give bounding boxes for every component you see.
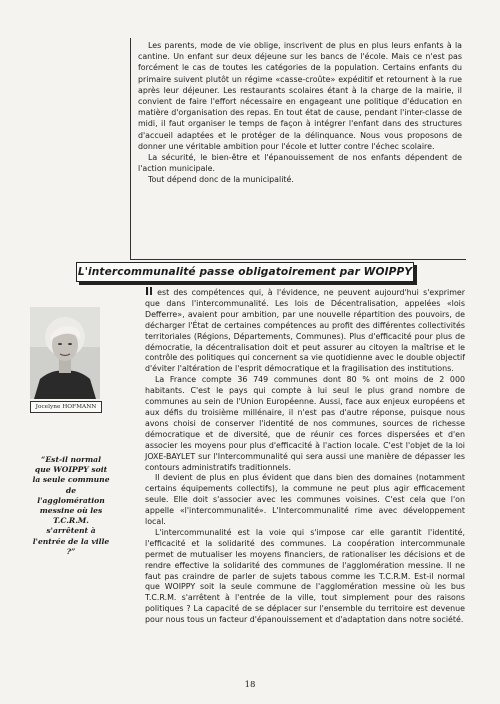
school-canteen-text — [138, 40, 462, 186]
photo-caption: Jocelyne HOFMANN — [30, 401, 102, 413]
section-title-box — [76, 262, 414, 282]
portrait-photo — [30, 307, 100, 399]
paragraph: Il devient de plus en plus évident que dans bien des domaines (notamment certains équipements collectifs), la commune ne peut plus agir efficacement seule. Elle doit s'associer avec les communes voisines. C'est cela que l'on appelle «l'intercommunalité». L'Intercommunalité rime avec développement local. — [145, 473, 465, 527]
paragraph-text: est des compétences qui, à l'évidence, ne peuvent aujourd'hui s'exprimer que dans l'intercommunalité. Les lois de Décentralisation, appelées «lois Defferre», avaient pour ambition, par une nouvelle répartition des pouvoirs, de décharger l'État de certaines compétences au profit des différentes collectivités territoriales (Régions, Départements, Communes). Plus d'efficacité pour plus de démocratie, la décentralisation doit et peut assurer au citoyen la maîtrise et le contrôle des politiques qui concernent sa vie quotidienne avec le double objectif d'éviter l'altération de l'esprit démocratique et la fragilisation des institutions. — [145, 288, 465, 374]
paragraph: L'intercommunalité est la voie qui s'impose car elle garantit l'identité, l'efficacité et la solidarité des communes. La coopération intercommunale permet de mutualiser les moyens financiers, de rationaliser les décisions et de rendre effective la solidarité des communes de l'agglomération messine. Il ne faut pas craindre de parler de sujets tabous comme les T.C.R.M. Est-il normal que WOIPPY soit la seule commune de l'agglomération messine où les bus T.C.R.M. s'arrêtent à l'entrée de la ville, tout simplement pour des raisons politiques ? La capacité de se déplacer sur l'ensemble du territoire est devenue pour nous tous un facteur d'épanouissement et d'adaptation dans notre société. — [145, 527, 465, 625]
page-number: 18 — [244, 680, 256, 690]
pull-quote: “Est-il normal que WOIPPY soit la seule commune de l'agglomération messine où les T.C.R.M. s'arrêtent à l'entrée de la ville ?” — [32, 455, 110, 556]
vertical-rule — [130, 38, 131, 260]
section-title: L'intercommunalité passe obligatoirement par WOIPPY — [77, 266, 413, 278]
paragraph: Tout dépend donc de la municipalité. — [148, 175, 294, 185]
horizontal-rule — [130, 259, 466, 260]
drop-cap: Il — [145, 285, 153, 298]
intercommunality-article — [145, 287, 465, 626]
paragraph: La France compte 36 749 communes dont 80 % ont moins de 2 000 habitants. C'est le pays qui compte à lui seul le plus grand nombre de communes au sein de l'Union Européenne. Aussi, face aux enjeux européens et aux défis du troisième millénaire, il n'est pas d'autre réponse, puisque nous avons choisi de conserver l'identité de nos communes, sources de richesse démocratique et de diversité, que de réunir ces forces dispersées et d'en associer les moyens pour plus d'efficacité à l'action locale. C'est l'objet de la loi JOXE-BAYLET sur l'Intercommunalité qui sera aussi une manière de dépasser les contours administratifs traditionnels. — [145, 375, 465, 472]
paragraph — [145, 287, 465, 375]
paragraph: Les parents, mode de vie oblige, inscrivent de plus en plus leurs enfants à la cantine. Un enfant sur deux déjeune sur les bancs de l'école. Mais ce n'est pas forcément le cas de toutes les catégories de la population. Certains enfants du primaire suivent plutôt un régime «casse-croûte» expéditif et retournent à la rue après leur déjeuner. Les restaurants scolaires étant à la charge de la mairie, il convient de faire l'effort nécessaire en engageant une politique d'éducation en matière d'organisation des repas. En tout état de cause, pendant l'inter-classe de midi, il faut organiser le temps de façon à intégrer l'enfant dans des structures d'accueil adaptées et le protéger de la délinquance. Nous vous proposons de donner une véritable ambition pour l'école et lutter contre l'échec scolaire. — [138, 41, 462, 151]
paragraph: La sécurité, le bien-être et l'épanouissement de nos enfants dépendent de l'action municipale. — [138, 153, 462, 174]
